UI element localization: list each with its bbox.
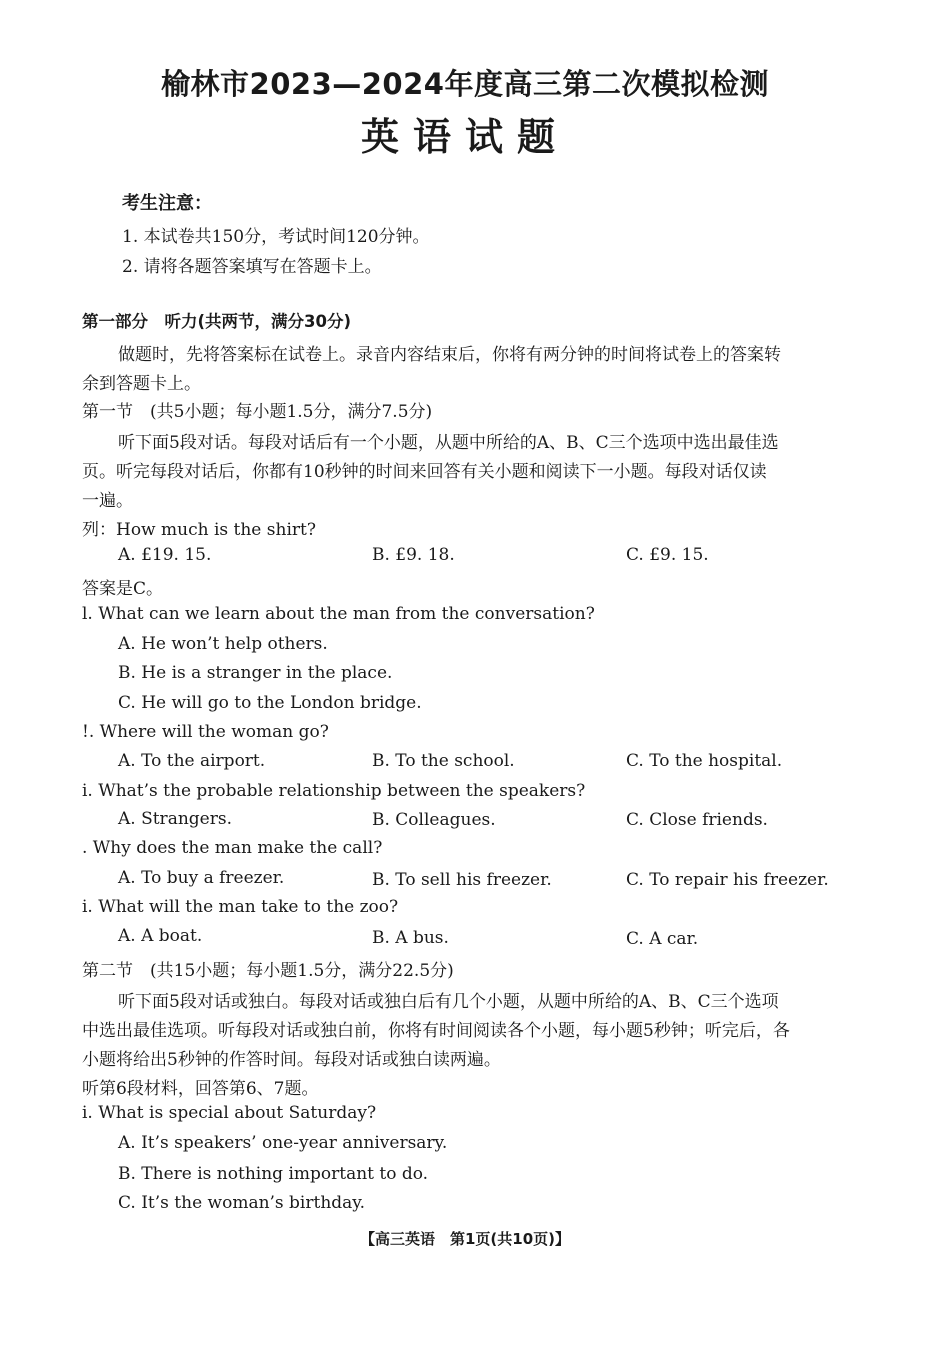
- question-4-option-c: C. To repair his freezer.: [626, 870, 829, 890]
- example-option-c: C. £9. 15.: [626, 545, 709, 565]
- question-6: i. What is special about Saturday?: [82, 1103, 377, 1123]
- section1-heading: 第一节 (共5小题；每小题1.5分，满分7.5分): [82, 402, 433, 422]
- question-1-option-c: C. He will go to the London bridge.: [118, 693, 422, 713]
- example-question: 列：How much is the shirt?: [82, 520, 316, 540]
- notice-item: 2. 请将各题答案填写在答题卡上。: [122, 257, 382, 277]
- question-4-option-b: B. To sell his freezer.: [372, 870, 552, 890]
- question-3-option-b: B. Colleagues.: [372, 810, 496, 830]
- question-6-option-b: B. There is nothing important to do.: [118, 1164, 429, 1184]
- question-3-option-a: A. Strangers.: [118, 809, 232, 829]
- part1-intro: 做题时，先将答案标在试卷上。录音内容结束后，你将有两分钟的时间将试卷上的答案转: [118, 345, 781, 365]
- example-option-a: A. £19. 15.: [118, 545, 212, 565]
- section2-instructions: 中选出最佳选项。听每段对话或独白前，你将有时间阅读各个小题，每小题5秒钟；听完后，各: [82, 1021, 790, 1041]
- part1-heading: 第一部分 听力(共两节，满分30分): [82, 312, 352, 331]
- notice-heading: 考生注意：: [122, 193, 212, 214]
- section2-heading: 第二节 (共15小题；每小题1.5分，满分22.5分): [82, 961, 454, 981]
- question-4-option-a: A. To buy a freezer.: [118, 868, 285, 888]
- section1-instructions: 听下面5段对话。每段对话后有一个小题，从题中所给的A、B、C三个选项中选出最佳选: [118, 433, 779, 453]
- section2-instructions: 小题将给出5秒钟的作答时间。每段对话或独白读两遍。: [82, 1050, 501, 1070]
- example-answer: 答案是C。: [82, 579, 164, 599]
- exam-title: 榆林市2023—2024年度高三第二次模拟检测: [161, 67, 769, 101]
- question-6-option-a: A. It’s speakers’ one-year anniversary.: [118, 1133, 448, 1153]
- question-3-option-c: C. Close friends.: [626, 810, 768, 830]
- question-1-option-a: A. He won’t help others.: [118, 634, 328, 654]
- question-3: i. What’s the probable relationship between the speakers?: [82, 781, 586, 801]
- question-2: !. Where will the woman go?: [82, 722, 329, 742]
- question-4: . Why does the man make the call?: [82, 838, 383, 858]
- question-1-option-b: B. He is a stranger in the place.: [118, 663, 393, 683]
- notice-item: 1. 本试卷共150分，考试时间120分钟。: [122, 227, 430, 247]
- section2-instructions: 听下面5段对话或独白。每段对话或独白后有几个小题，从题中所给的A、B、C三个选项: [118, 992, 779, 1012]
- example-option-b: B. £9. 18.: [372, 545, 455, 565]
- question-2-option-b: B. To the school.: [372, 751, 515, 771]
- question-6-option-c: C. It’s the woman’s birthday.: [118, 1193, 366, 1213]
- question-5-option-b: B. A bus.: [372, 928, 449, 948]
- section1-instructions: 一遍。: [82, 491, 133, 511]
- section1-instructions: 页。听完每段对话后，你都有10秒钟的时间来回答有关小题和阅读下一小题。每段对话仅读: [82, 462, 767, 482]
- question-2-option-c: C. To the hospital.: [626, 751, 783, 771]
- part1-intro: 余到答题卡上。: [82, 374, 201, 394]
- exam-subject-title: 英语试题: [360, 115, 569, 159]
- question-5: i. What will the man take to the zoo?: [82, 897, 399, 917]
- question-5-option-c: C. A car.: [626, 929, 699, 949]
- question-5-option-a: A. A boat.: [118, 926, 203, 946]
- material-6-instruction: 听第6段材料，回答第6、7题。: [82, 1079, 319, 1099]
- page-footer: 【高三英语 第1页(共10页)】: [359, 1230, 571, 1248]
- question-2-option-a: A. To the airport.: [118, 751, 266, 771]
- question-1: l. What can we learn about the man from the conversation?: [82, 604, 595, 624]
